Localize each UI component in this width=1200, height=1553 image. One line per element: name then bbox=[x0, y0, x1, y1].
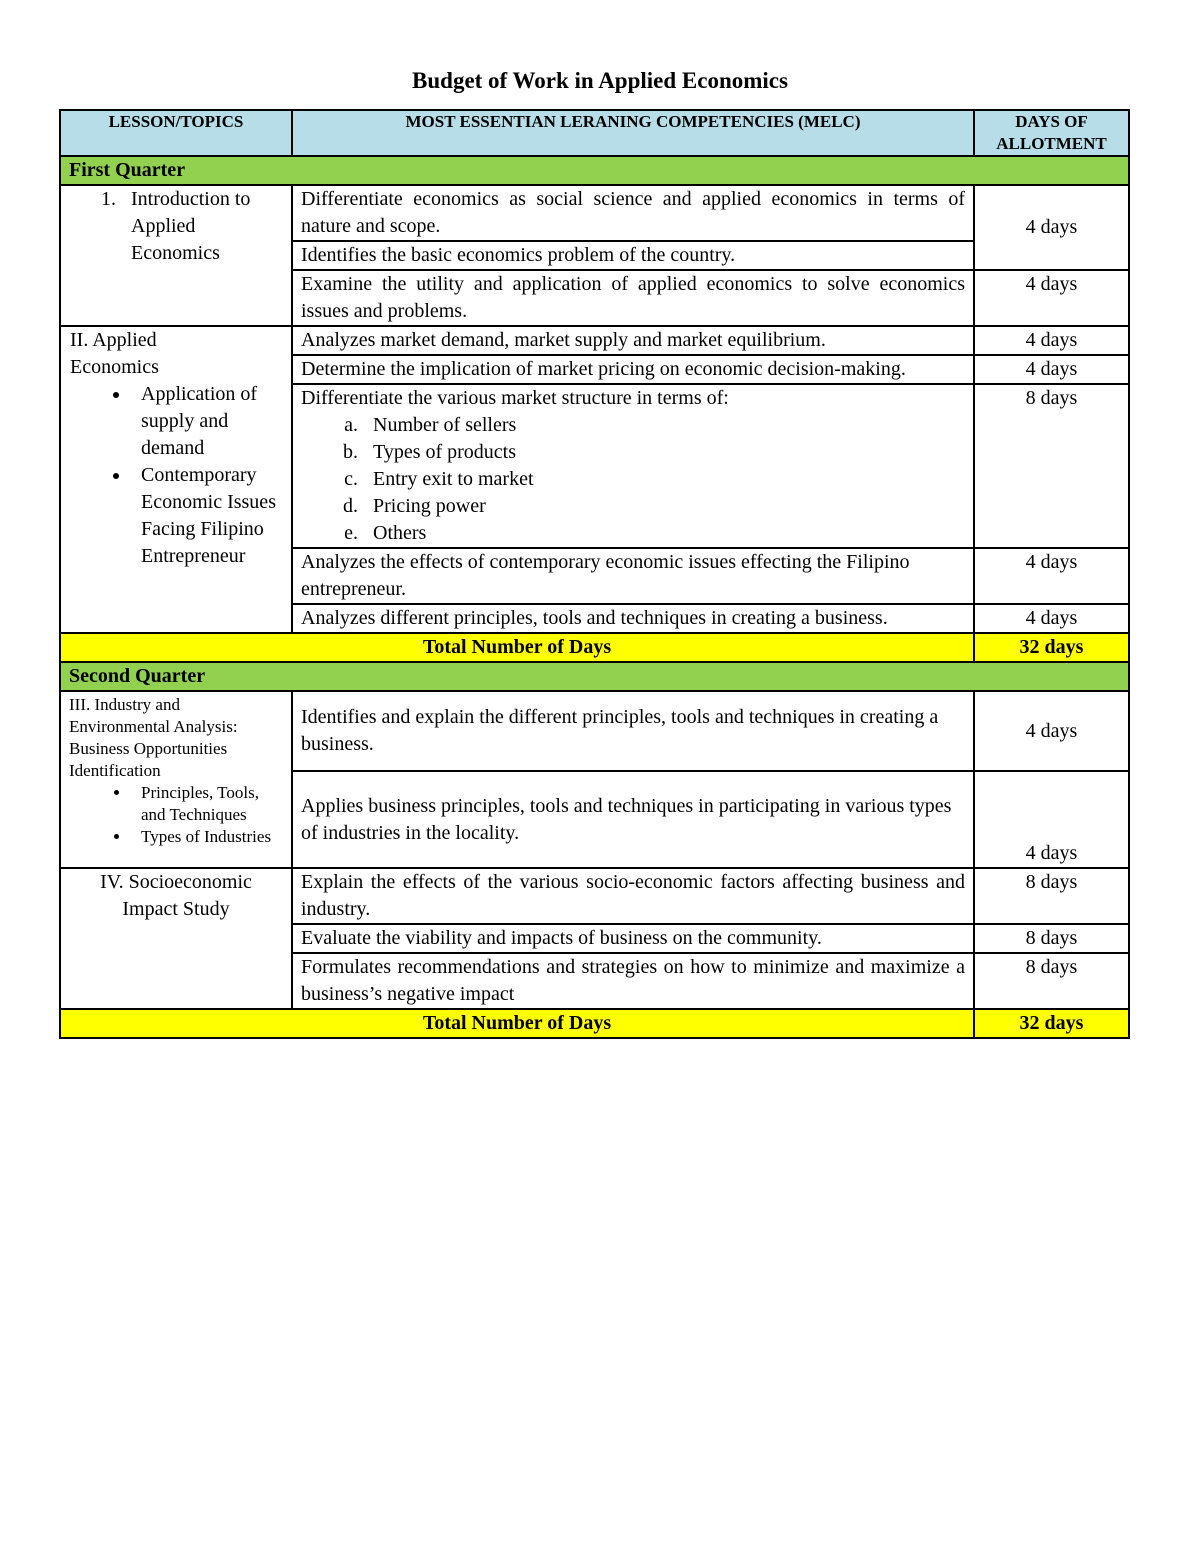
second-quarter-label: Second Quarter bbox=[60, 662, 1129, 691]
table-row bbox=[60, 868, 1129, 924]
lesson-2-bullet: • Contemporary Economic Issues Facing Filipino Entrepreneur bbox=[131, 462, 283, 570]
table-row bbox=[60, 185, 1129, 241]
days-cell: 8 days bbox=[974, 953, 1129, 1009]
lesson-cell-3 bbox=[60, 691, 292, 868]
list-item: a. Number of sellers bbox=[363, 412, 965, 439]
list-item: e. Others bbox=[363, 520, 965, 547]
competency-cell: Examine the utility and application of applied economics to solve economics issues and problems. bbox=[292, 270, 974, 326]
competency-cell: Applies business principles, tools and techniques in participating in various types of industries in the locality. bbox=[292, 771, 974, 868]
lesson-cell-2 bbox=[60, 326, 292, 633]
competency-cell: Explain the effects of the various socio-economic factors affecting business and industry. bbox=[292, 868, 974, 924]
first-quarter-label: First Quarter bbox=[60, 156, 1129, 185]
quarter-row-first bbox=[60, 156, 1129, 185]
table-row bbox=[60, 691, 1129, 771]
competency-cell: Differentiate economics as social science and applied economics in terms of nature and scope. bbox=[292, 185, 974, 241]
competency-cell: Evaluate the viability and impacts of business on the community. bbox=[292, 924, 974, 953]
days-cell: 8 days bbox=[974, 868, 1129, 924]
header-lesson-topics: LESSON/TOPICS bbox=[60, 110, 292, 156]
lesson-2-bullet: • Application of supply and demand bbox=[131, 381, 283, 462]
lesson-3-bullet: • Principles, Tools, and Techniques bbox=[131, 782, 283, 826]
budget-of-work-table bbox=[59, 109, 1130, 1039]
total-row-second-quarter bbox=[60, 1009, 1129, 1038]
header-days-of-allotment: DAYS OF ALLOTMENT bbox=[974, 110, 1129, 156]
days-cell: 4 days bbox=[974, 691, 1129, 771]
competency-cell: Analyzes market demand, market supply and market equilibrium. bbox=[292, 326, 974, 355]
competency-text: Differentiate the various market structure in terms of: bbox=[301, 387, 729, 409]
days-cell: 4 days bbox=[974, 270, 1129, 326]
days-cell: 4 days bbox=[974, 548, 1129, 604]
lesson-3-bullet: • Types of Industries bbox=[131, 826, 283, 848]
market-structure-list bbox=[301, 412, 965, 547]
lesson-3-title: III. Industry and Environmental Analysis: Business Opportunities Identification bbox=[69, 695, 238, 780]
quarter-row-second bbox=[60, 662, 1129, 691]
competency-cell: Identifies and explain the different principles, tools and techniques in creating a business. bbox=[292, 691, 974, 771]
days-cell: 4 days bbox=[974, 771, 1129, 868]
lesson-cell-4 bbox=[60, 868, 292, 1009]
document-title: Budget of Work in Applied Economics bbox=[412, 68, 788, 93]
competency-cell: Identifies the basic economics problem of the country. bbox=[292, 241, 974, 270]
competency-cell: Analyzes the effects of contemporary economic issues effecting the Filipino entrepreneur. bbox=[292, 548, 974, 604]
header-melc: MOST ESSENTIAN LERANING COMPETENCIES (MELC) bbox=[292, 110, 974, 156]
total-label: Total Number of Days bbox=[60, 1009, 974, 1038]
total-days: 32 days bbox=[974, 1009, 1129, 1038]
competency-cell: Determine the implication of market pricing on economic decision-making. bbox=[292, 355, 974, 384]
lesson-4-title: IV. Socioeconomic Impact Study bbox=[100, 871, 252, 920]
days-cell: 4 days bbox=[974, 326, 1129, 355]
lesson-1-title: 1. Introduction to Applied Economics bbox=[121, 186, 283, 267]
header-row bbox=[60, 110, 1129, 156]
list-item: c. Entry exit to market bbox=[363, 466, 965, 493]
total-label: Total Number of Days bbox=[60, 633, 974, 662]
days-cell: 4 days bbox=[974, 185, 1129, 270]
days-cell: 8 days bbox=[974, 384, 1129, 548]
competency-cell bbox=[292, 384, 974, 548]
total-days: 32 days bbox=[974, 633, 1129, 662]
competency-cell: Analyzes different principles, tools and techniques in creating a business. bbox=[292, 604, 974, 633]
table-row bbox=[60, 326, 1129, 355]
lesson-cell-1 bbox=[60, 185, 292, 326]
list-item: b. Types of products bbox=[363, 439, 965, 466]
lesson-2-title: II. Applied Economics bbox=[70, 329, 159, 378]
total-row-first-quarter bbox=[60, 633, 1129, 662]
days-cell: 4 days bbox=[974, 355, 1129, 384]
days-cell: 4 days bbox=[974, 604, 1129, 633]
list-item: d. Pricing power bbox=[363, 493, 965, 520]
competency-cell: Formulates recommendations and strategies on how to minimize and maximize a business’s negative impact bbox=[292, 953, 974, 1009]
days-cell: 8 days bbox=[974, 924, 1129, 953]
